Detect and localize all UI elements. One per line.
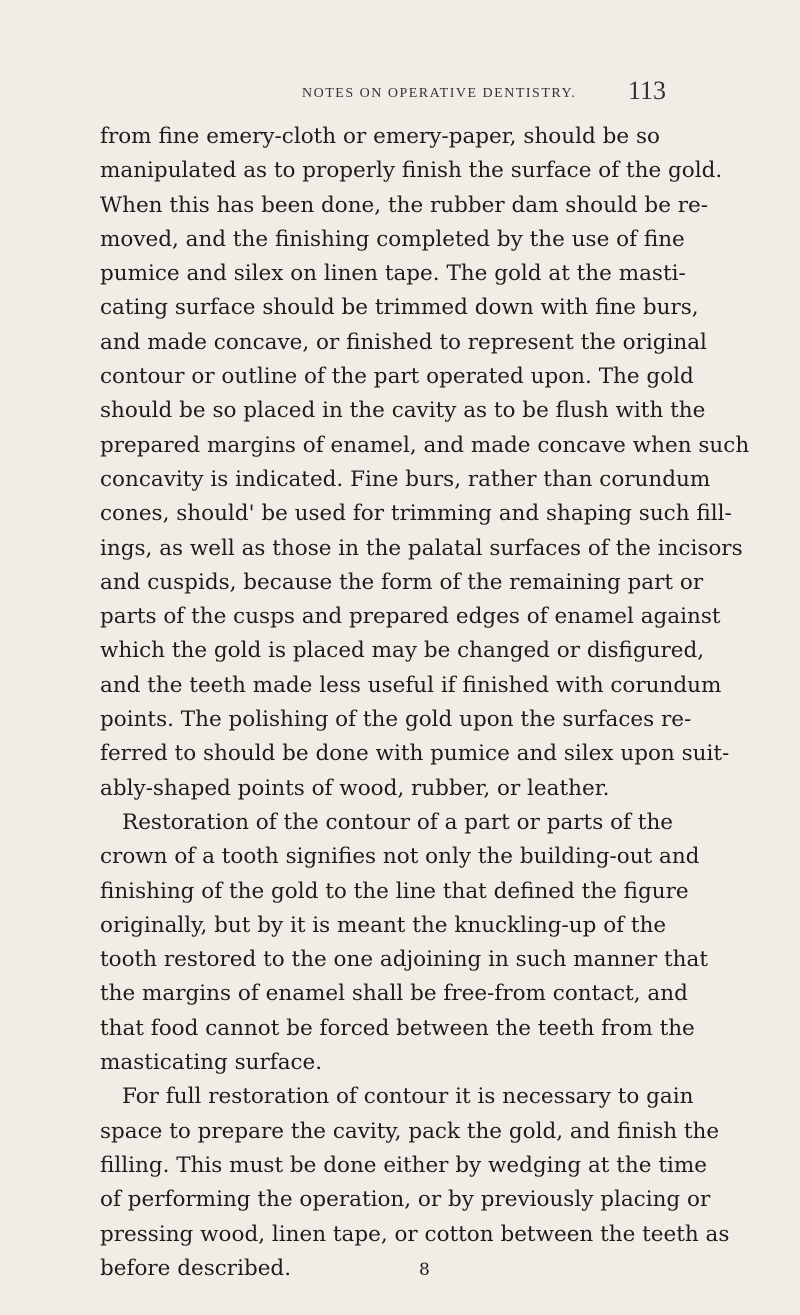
paragraph-start-line: Restoration of the contour of a part or parts of the — [122, 809, 674, 835]
text-line: contour or outline of the part operated upon. The gold — [100, 364, 694, 390]
text-line: ferred to should be done with pumice and silex upon suit- — [100, 741, 730, 767]
paragraph-end-line — [100, 1252, 660, 1286]
text-line: concavity is indicated. Fine burs, rather than corundum — [100, 466, 711, 492]
text-line: the margins of enamel shall be free-from contact, and — [100, 981, 688, 1007]
text-line: should be so placed in the cavity as to be flush with the — [100, 398, 706, 424]
paragraph-end-line: ably-shaped points of wood, rubber, or leather. — [100, 775, 610, 801]
text-line: prepared margins of enamel, and made concave when such — [100, 432, 750, 458]
paragraph-end-line: masticating surface. — [100, 1050, 323, 1076]
text-line: and the teeth made less useful if finished with corundum — [100, 672, 722, 698]
text-line: and made concave, or finished to represent the original — [100, 329, 707, 355]
body-text — [100, 120, 750, 1286]
text-line: which the gold is placed may be changed or disfigured, — [100, 638, 705, 664]
text-line: finishing of the gold to the line that defined the figure — [100, 878, 689, 904]
text-line: When this has been done, the rubber dam should be re- — [100, 192, 709, 218]
text-line: manipulated as to properly finish the surface of the gold. — [100, 158, 723, 184]
text-line: moved, and the finishing completed by the use of fine — [100, 226, 685, 252]
paragraph-start-line: For full restoration of contour it is necessary to gain — [122, 1084, 694, 1110]
text-line: crown of a tooth signifies not only the building-out and — [100, 844, 700, 870]
text-line: pressing wood, linen tape, or cotton between the teeth as — [100, 1221, 730, 1247]
text-line: filling. This must be done either by wedging at the time — [100, 1152, 707, 1178]
running-head: NOTES ON OPERATIVE DENTISTRY. — [302, 86, 577, 101]
page-number: 113 — [628, 76, 667, 105]
text-line: and cuspids, because the form of the remaining part or — [100, 569, 704, 595]
text-line: points. The polishing of the gold upon the surfaces re- — [100, 707, 692, 733]
signature-mark: 8 — [419, 1259, 430, 1280]
final-line-text: before described. — [100, 1255, 292, 1281]
text-line: of performing the operation, or by previously placing or — [100, 1187, 711, 1213]
text-line: originally, but by it is meant the knuckling-up of the — [100, 912, 667, 938]
text-line: from fine emery-cloth or emery-paper, should be so — [100, 124, 660, 149]
text-line: ings, as well as those in the palatal surfaces of the incisors — [100, 535, 743, 561]
text-line: tooth restored to the one adjoining in such manner that — [100, 947, 708, 973]
text-line: pumice and silex on linen tape. The gold at the masti- — [100, 261, 686, 287]
text-line: cating surface should be trimmed down with fine burs, — [100, 295, 699, 321]
text-line: cones, should' be used for trimming and shaping such fill- — [100, 501, 732, 527]
text-line: space to prepare the cavity, pack the gold, and finish the — [100, 1118, 720, 1144]
text-line: parts of the cusps and prepared edges of enamel against — [100, 604, 721, 630]
text-line: that food cannot be forced between the teeth from the — [100, 1015, 695, 1041]
